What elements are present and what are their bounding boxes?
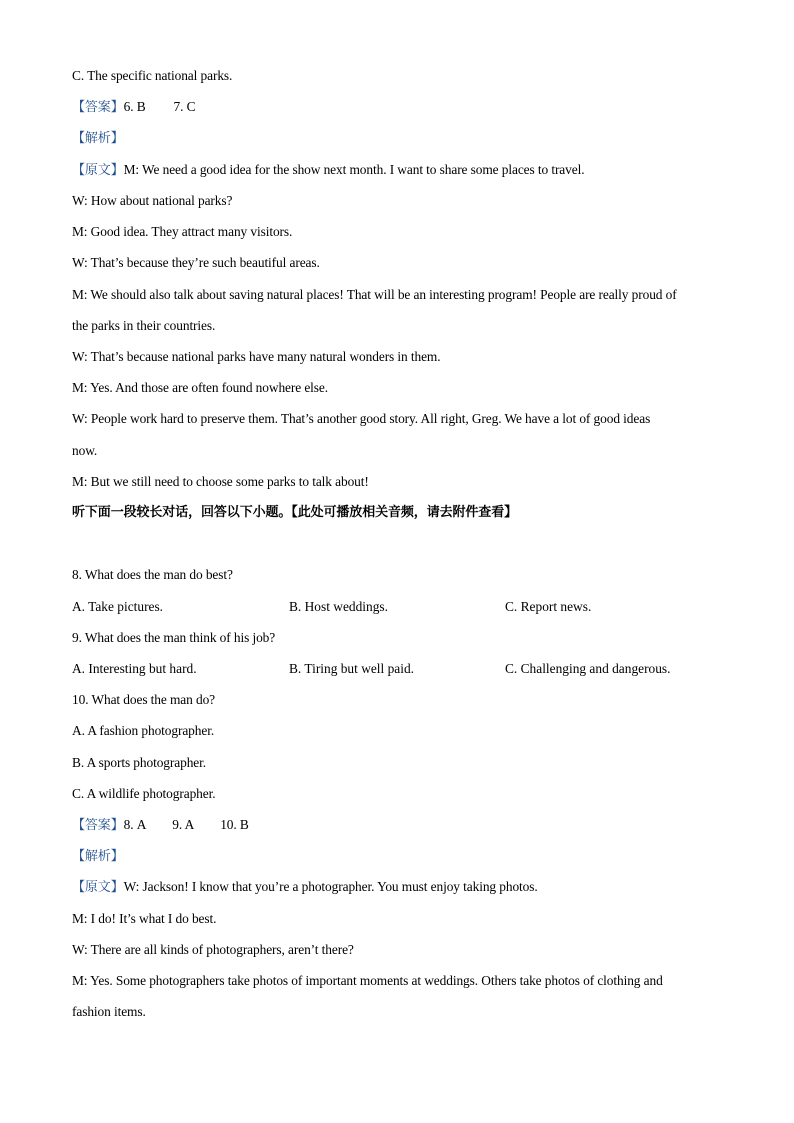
question-8-option-c: C. Report news.: [505, 599, 592, 614]
transcript-line-1: [72, 161, 584, 180]
transcript2-line-2: M: I do! It’s what I do best.: [72, 911, 217, 926]
transcript2-line-5: fashion items.: [72, 1004, 146, 1019]
transcript-line-10: now.: [72, 443, 98, 458]
answer-8: 8. A: [123, 817, 147, 832]
transcript2-line-1: [72, 878, 538, 897]
question-10-option-a: A. A fashion photographer.: [72, 723, 215, 738]
original-text-tag: 【原文】: [72, 163, 124, 178]
analysis-heading-2: [72, 847, 124, 866]
question-8-stem: 8. What does the man do best?: [72, 567, 233, 582]
answer-tag: 【答案】: [72, 818, 124, 833]
transcript2-line-3: W: There are all kinds of photographers, aren’t there?: [72, 942, 354, 957]
transcript-line-3: M: Good idea. They attract many visitors.: [72, 224, 293, 239]
transcript-line-8: M: Yes. And those are often found nowhere else.: [72, 380, 328, 395]
transcript-line-6: the parks in their countries.: [72, 318, 216, 333]
analysis-tag: 【解析】: [72, 131, 124, 146]
transcript-line-4: W: That’s because they’re such beautiful areas.: [72, 255, 320, 270]
answer-line-6-7: [72, 98, 195, 117]
answer-9: 9. A: [172, 817, 195, 832]
answer-7: 7. C: [173, 99, 196, 114]
transcript-line-2: W: How about national parks?: [72, 193, 233, 208]
question-10-option-b: B. A sports photographer.: [72, 755, 207, 770]
answer-line-8-10: [72, 816, 249, 835]
question-8-option-a: A. Take pictures.: [72, 599, 164, 614]
transcript-text: M: We need a good idea for the show next month. I want to share some places to travel.: [123, 162, 585, 177]
answer-tag: 【答案】: [72, 100, 124, 115]
option-c-line: C. The specific national parks.: [72, 68, 233, 83]
answer-10: 10. B: [220, 817, 249, 832]
question-9-option-b: B. Tiring but well paid.: [289, 661, 414, 676]
original-text-tag: 【原文】: [72, 880, 124, 895]
question-10-option-c: C. A wildlife photographer.: [72, 786, 216, 801]
analysis-tag: 【解析】: [72, 849, 124, 864]
transcript-line-11: M: But we still need to choose some parks to talk about!: [72, 474, 369, 489]
analysis-heading: [72, 129, 124, 148]
transcript-line-9: W: People work hard to preserve them. That’s another good story. All right, Greg. We have a lot of good ideas: [72, 411, 651, 426]
transcript2-line-4: M: Yes. Some photographers take photos of important moments at weddings. Others take photos of clothing and: [72, 973, 663, 988]
transcript-line-5: M: We should also talk about saving natural places! That will be an interesting program! People are really proud of: [72, 287, 677, 302]
question-9-option-c: C. Challenging and dangerous.: [505, 661, 671, 676]
question-8-option-b: B. Host weddings.: [289, 599, 388, 614]
question-9-option-a: A. Interesting but hard.: [72, 661, 197, 676]
transcript-line-7: W: That’s because national parks have many natural wonders in them.: [72, 349, 441, 364]
answer-6: 6. B: [123, 99, 146, 114]
transcript2-text: W: Jackson! I know that you’re a photographer. You must enjoy taking photos.: [123, 879, 538, 894]
question-10-stem: 10. What does the man do?: [72, 692, 216, 707]
question-9-stem: 9. What does the man think of his job?: [72, 630, 276, 645]
listening-instruction: 听下面一段较长对话，回答以下小题。【此处可播放相关音频，请去附件查看】: [72, 505, 518, 520]
